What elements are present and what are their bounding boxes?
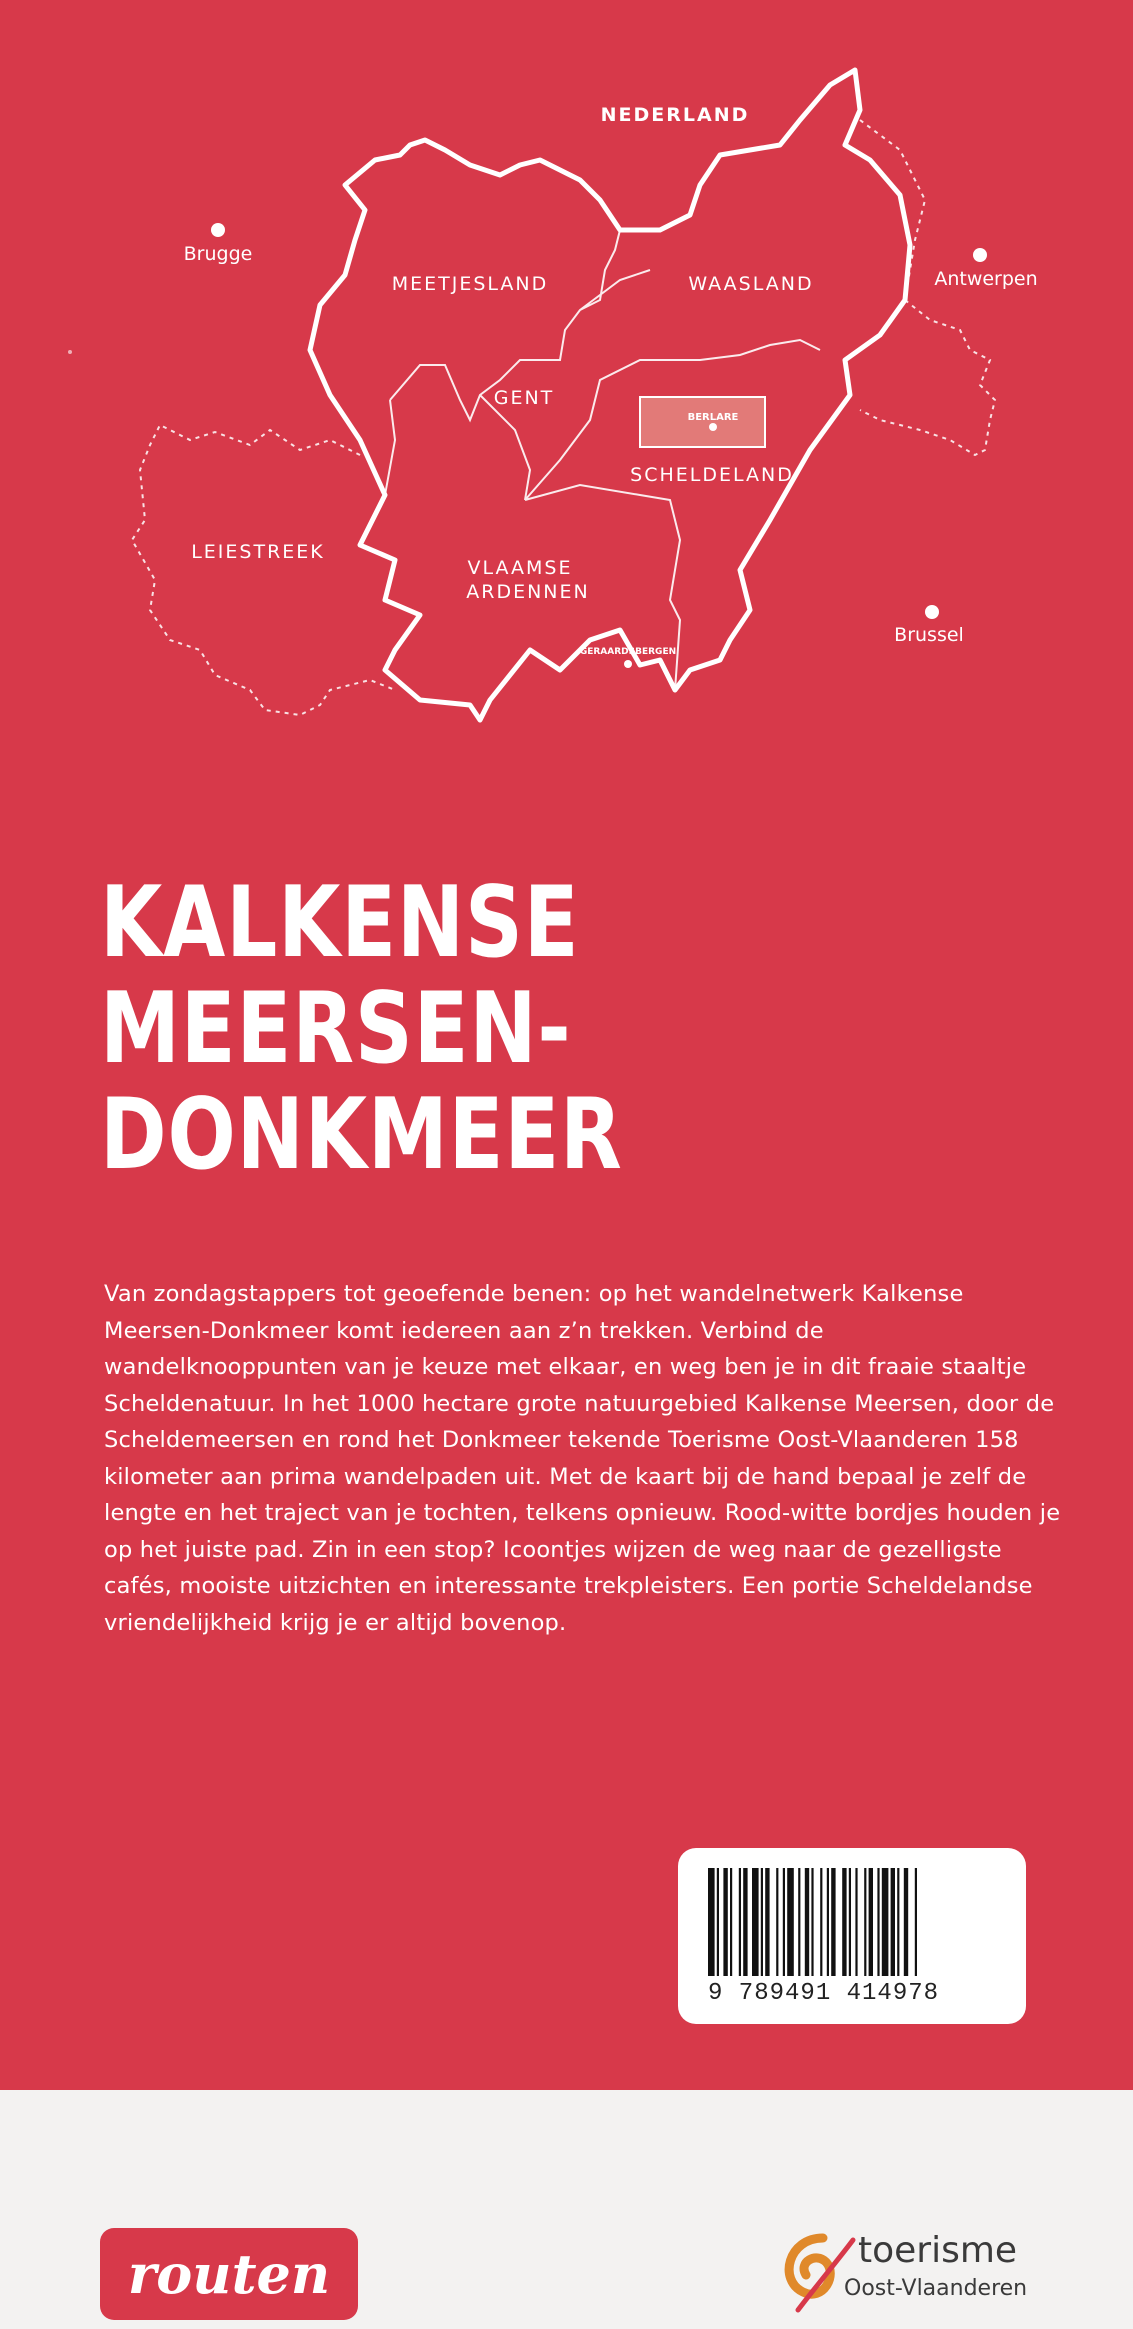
brussel-dot	[925, 605, 939, 619]
internal-borders	[385, 230, 820, 690]
zeeland-dotted-outline	[860, 120, 925, 300]
barcode-bar	[882, 1868, 889, 1976]
geraardsbergen-dot	[624, 660, 632, 668]
antwerpen-label: Antwerpen	[934, 268, 1038, 290]
barcode-bar	[842, 1868, 846, 1976]
barcode-bar	[743, 1868, 747, 1976]
barcode-bar	[891, 1868, 895, 1976]
map-speck	[68, 350, 72, 354]
title-line-1: KALKENSE	[100, 866, 580, 980]
barcode-bar	[849, 1868, 851, 1976]
barcode-bar	[761, 1868, 763, 1976]
ardennen-label: ARDENNEN	[466, 581, 590, 603]
barcode-bar	[730, 1868, 732, 1976]
berlare-dot	[709, 423, 717, 431]
oost-vlaanderen-outline	[310, 70, 910, 720]
leiestreek-label: LEIESTREEK	[191, 541, 325, 563]
barcode-bar	[798, 1868, 800, 1976]
gent-label: GENT	[493, 387, 555, 409]
barcode-bar	[811, 1868, 813, 1976]
barcode-bar	[869, 1868, 873, 1976]
barcode-bar	[805, 1868, 809, 1976]
barcode-bar	[708, 1868, 715, 1976]
barcode-bar	[897, 1868, 899, 1976]
barcode-bars	[708, 1868, 998, 1976]
brugge-label: Brugge	[183, 243, 253, 265]
leiestreek-dotted-outline	[132, 425, 395, 715]
region-map	[0, 0, 1133, 780]
barcode-bar	[752, 1868, 759, 1976]
brussel-label: Brussel	[894, 624, 964, 646]
toerisme-logo	[768, 2220, 1038, 2320]
scheldeland-label: SCHELDELAND	[630, 464, 794, 486]
barcode-bar	[864, 1868, 866, 1976]
barcode-bar	[855, 1868, 857, 1976]
toerisme-word: toerisme	[858, 2230, 1018, 2271]
barcode-bar	[717, 1868, 719, 1976]
meetjesland-label: MEETJESLAND	[391, 273, 549, 295]
title-line-2: MEERSEN-	[100, 972, 572, 1086]
barcode-bar	[904, 1868, 908, 1976]
toerisme-swirl-icon	[768, 2220, 858, 2320]
barcode-bar	[723, 1868, 727, 1976]
routen-logo-text: routen	[127, 2242, 331, 2306]
barcode-bar	[783, 1868, 785, 1976]
barcode-bar	[787, 1868, 794, 1976]
barcode-bar	[765, 1868, 769, 1976]
barcode-bar	[877, 1868, 879, 1976]
barcode-bar	[827, 1868, 829, 1976]
vlaamse-label: VLAAMSE	[467, 557, 573, 579]
antwerpen-dotted-outline	[860, 300, 995, 455]
berlare-label: BERLARE	[687, 412, 739, 423]
footer	[0, 2090, 1133, 2329]
brugge-dot	[211, 223, 225, 237]
geraardsbergen-label: GERAARDSBERGEN	[579, 647, 677, 657]
title-line-3: DONKMEER	[100, 1078, 623, 1192]
waasland-label: WAASLAND	[688, 273, 814, 295]
routen-logo	[100, 2228, 358, 2320]
page-title	[100, 866, 623, 1192]
barcode-bar	[739, 1868, 741, 1976]
nederland-label: NEDERLAND	[600, 104, 750, 126]
barcode	[678, 1848, 1026, 2024]
description-text: Van zondagstappers tot geoefende benen: op het wandelnetwerk Kalkense Meersen-Donkmeer komt iedereen aan z’n trekken. Verbind de wandelknooppunten van je keuze met elkaar, en weg ben je in dit fraaie staaltje Scheldenatuur. In het 1000 hectare grote natuurgebied Kalkense Meersen, door de Scheldemeersen en rond het Donkmeer tekende Toerisme Oost-Vlaanderen 158 kilometer aan prima wandelpaden uit. Met de kaart bij de hand bepaal je zelf de lengte en het traject van je tochten, telkens opnieuw. Rood-witte bordjes houden je op het juiste pad. Zin in een stop? Icoontjes wijzen de weg naar de gezelligste cafés, mooiste uitzichten en interessante trekpleisters. Een portie Scheldelandse vriendelijkheid krijg je er altijd bovenop.	[104, 1281, 1061, 1636]
barcode-bar	[776, 1868, 778, 1976]
isbn-number: 9 789491 414978	[708, 1980, 940, 2007]
toerisme-subtitle: Oost-Vlaanderen	[844, 2276, 1028, 2301]
barcode-bar	[820, 1868, 822, 1976]
barcode-bar	[831, 1868, 835, 1976]
antwerpen-dot	[973, 248, 987, 262]
barcode-bar	[915, 1868, 917, 1976]
